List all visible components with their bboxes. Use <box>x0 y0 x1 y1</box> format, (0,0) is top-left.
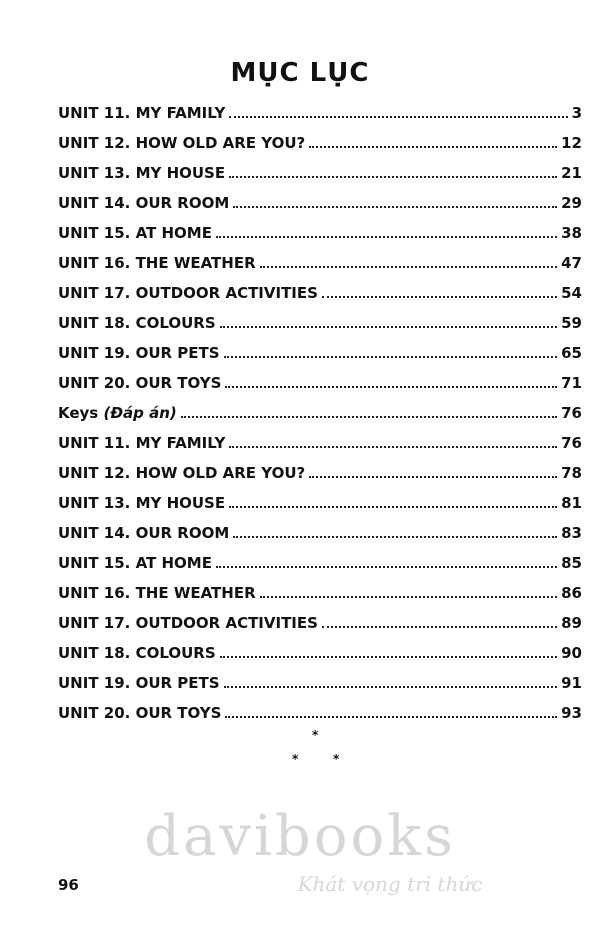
toc-entry-title: UNIT 17. OUTDOOR ACTIVITIES <box>58 284 318 302</box>
toc-entry-title: UNIT 14. OUR ROOM <box>58 194 230 212</box>
dot-leader <box>309 146 557 148</box>
toc-entry-title: UNIT 13. MY HOUSE <box>58 494 226 512</box>
ornament-asterisk-left: * <box>292 752 299 766</box>
toc-entry[interactable] <box>58 338 582 368</box>
toc-entry-title: UNIT 12. HOW OLD ARE YOU? <box>58 134 306 152</box>
ornament-asterisk-top: * <box>312 728 319 742</box>
toc-entry[interactable] <box>58 488 582 518</box>
dot-leader <box>225 716 557 718</box>
toc-entry-title: UNIT 20. OUR TOYS <box>58 704 222 722</box>
toc-entry-page: 21 <box>561 164 582 182</box>
toc-entry-label <box>58 188 231 218</box>
toc-entry-title: UNIT 18. COLOURS <box>58 644 216 662</box>
dot-leader <box>216 566 557 568</box>
dot-leader <box>260 266 557 268</box>
toc-entry[interactable] <box>58 398 582 428</box>
toc-entry-label <box>58 218 214 248</box>
toc-entry[interactable] <box>58 128 582 158</box>
toc-entry-label <box>58 128 307 158</box>
table-of-contents <box>58 98 582 728</box>
toc-entry-page: 90 <box>561 644 582 662</box>
toc-entry-page: 85 <box>561 554 582 572</box>
toc-entry-label <box>58 608 320 638</box>
toc-entry-title: UNIT 15. AT HOME <box>58 554 212 572</box>
page-title: MỤC LỤC <box>230 58 370 88</box>
toc-entry-label <box>58 368 223 398</box>
toc-entry-label <box>58 428 227 458</box>
dot-leader <box>233 536 557 538</box>
dot-leader <box>229 116 567 118</box>
toc-entry-page: 3 <box>571 104 582 122</box>
dot-leader <box>322 296 557 298</box>
toc-entry-page: 76 <box>561 404 582 422</box>
dot-leader <box>229 506 557 508</box>
page-number: 96 <box>58 876 79 894</box>
toc-entry-page: 91 <box>561 674 582 692</box>
toc-entry[interactable] <box>58 458 582 488</box>
toc-entry-title: UNIT 12. HOW OLD ARE YOU? <box>58 464 306 482</box>
toc-entry[interactable] <box>58 98 582 128</box>
toc-entry-label <box>58 488 227 518</box>
toc-entry-title: Keys <box>58 404 99 422</box>
toc-entry[interactable] <box>58 428 582 458</box>
toc-entry-page: 54 <box>561 284 582 302</box>
toc-entry-page: 89 <box>561 614 582 632</box>
toc-entry-label <box>58 338 222 368</box>
toc-entry-title: UNIT 13. MY HOUSE <box>58 164 226 182</box>
toc-entry-page: 12 <box>561 134 582 152</box>
toc-entry-page: 83 <box>561 524 582 542</box>
toc-entry-title: UNIT 16. THE WEATHER <box>58 584 256 602</box>
dot-leader <box>224 356 558 358</box>
toc-entry-title: UNIT 19. OUR PETS <box>58 344 220 362</box>
toc-entry[interactable] <box>58 368 582 398</box>
toc-entry-page: 29 <box>561 194 582 212</box>
dot-leader <box>181 416 557 418</box>
toc-entry-subtitle: (Đáp án) <box>103 404 177 422</box>
toc-entry-page: 47 <box>561 254 582 272</box>
toc-entry-title: UNIT 14. OUR ROOM <box>58 524 230 542</box>
toc-entry[interactable] <box>58 248 582 278</box>
dot-leader <box>225 386 557 388</box>
toc-entry-title: UNIT 20. OUR TOYS <box>58 374 222 392</box>
toc-entry[interactable] <box>58 638 582 668</box>
dot-leader <box>224 686 558 688</box>
toc-entry-page: 76 <box>561 434 582 452</box>
toc-entry[interactable] <box>58 668 582 698</box>
toc-entry-page: 81 <box>561 494 582 512</box>
toc-entry-label <box>58 398 179 428</box>
dot-leader <box>322 626 557 628</box>
toc-entry-label <box>58 518 231 548</box>
toc-entry-label <box>58 458 307 488</box>
toc-entry-label <box>58 548 214 578</box>
toc-entry-title: UNIT 16. THE WEATHER <box>58 254 256 272</box>
dot-leader <box>220 656 557 658</box>
dot-leader <box>233 206 557 208</box>
dot-leader <box>229 176 557 178</box>
toc-entry[interactable] <box>58 578 582 608</box>
toc-entry-title: UNIT 11. MY FAMILY <box>58 104 226 122</box>
dot-leader <box>229 446 557 448</box>
ornament-asterisk-right: * <box>333 752 340 766</box>
toc-entry-page: 93 <box>561 704 582 722</box>
toc-entry[interactable] <box>58 278 582 308</box>
dot-leader <box>220 326 557 328</box>
toc-entry-page: 78 <box>561 464 582 482</box>
toc-entry-label <box>58 668 222 698</box>
toc-entry-label <box>58 308 218 338</box>
toc-entry[interactable] <box>58 308 582 338</box>
toc-entry-page: 59 <box>561 314 582 332</box>
toc-entry-label <box>58 638 218 668</box>
toc-entry-label <box>58 158 227 188</box>
toc-entry-page: 65 <box>561 344 582 362</box>
toc-entry-label <box>58 248 258 278</box>
dot-leader <box>216 236 557 238</box>
toc-entry-title: UNIT 19. OUR PETS <box>58 674 220 692</box>
watermark-brand: davibooks <box>144 804 456 869</box>
toc-entry[interactable] <box>58 218 582 248</box>
dot-leader <box>260 596 557 598</box>
toc-entry-title: UNIT 17. OUTDOOR ACTIVITIES <box>58 614 318 632</box>
toc-entry-title: UNIT 18. COLOURS <box>58 314 216 332</box>
toc-entry-label <box>58 98 227 128</box>
toc-entry-page: 86 <box>561 584 582 602</box>
toc-entry[interactable] <box>58 158 582 188</box>
toc-entry-label <box>58 278 320 308</box>
toc-entry[interactable] <box>58 548 582 578</box>
toc-entry[interactable] <box>58 518 582 548</box>
toc-entry-label <box>58 578 258 608</box>
dot-leader <box>309 476 557 478</box>
watermark-tagline: Khát vọng tri thức <box>297 872 483 896</box>
toc-entry-label <box>58 698 223 728</box>
toc-entry-title: UNIT 15. AT HOME <box>58 224 212 242</box>
toc-entry[interactable] <box>58 698 582 728</box>
toc-entry-page: 71 <box>561 374 582 392</box>
toc-entry[interactable] <box>58 608 582 638</box>
toc-entry-title: UNIT 11. MY FAMILY <box>58 434 226 452</box>
toc-entry-page: 38 <box>561 224 582 242</box>
toc-entry[interactable] <box>58 188 582 218</box>
